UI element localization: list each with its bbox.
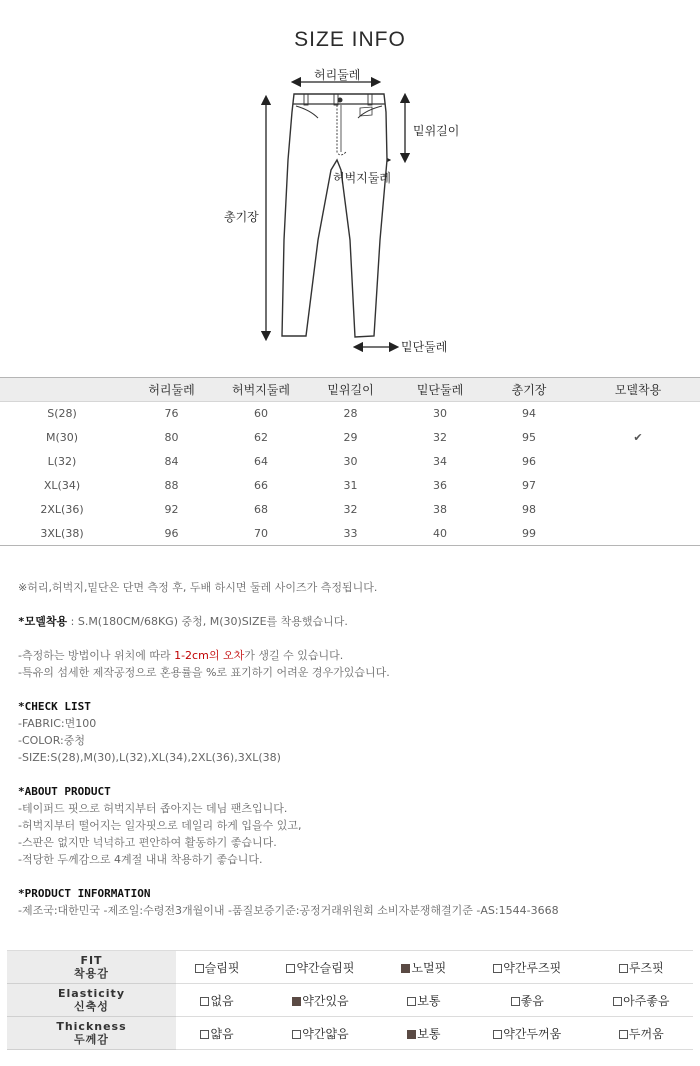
thickness-option [176,1017,258,1050]
error-note [18,647,688,664]
product-information-text: -제조국:대한민국 -제조일:수령전3개월이내 -품질보증기준:공정거래위원회 소비자분쟁해결기준 -AS:1544-3668 [18,904,559,917]
cell-model [576,522,700,546]
checkbox-icon [200,997,209,1006]
option-label: 아주좋음 [623,993,670,1008]
fabric-ratio-note: -특유의 섬세한 제작공정으로 혼용률을 %로 표기하기 어려운 경우가있습니다. [18,666,390,679]
table-row [0,522,700,546]
col-header-hem: 밑단둘레 [398,378,482,402]
cell-hem: 32 [433,431,447,444]
cell-size: L(32) [47,455,77,468]
option-label: 보통 [417,993,441,1008]
cell-waist: 84 [164,455,179,468]
size-table [0,377,700,546]
option-label: 약간얇음 [302,1026,349,1041]
fit-heading [7,951,176,984]
thickness-option [465,1017,590,1050]
fit-option [590,951,693,984]
fit-heading-en: FIT [80,954,103,967]
thickness-option [258,1017,383,1050]
cell-model [576,402,700,426]
elasticity-row [7,984,693,1017]
fit-option-selected [383,951,465,984]
option-label: 얇음 [210,1026,234,1041]
product-notes [18,579,688,919]
cell-hem: 34 [433,455,447,468]
checkbox-icon [292,1030,301,1039]
thickness-option [590,1017,693,1050]
product-property-table [7,950,693,1050]
cell-length: 95 [522,431,536,444]
fit-row [7,951,693,984]
table-row [0,474,700,498]
rise-label: 밑위길이 [413,124,460,138]
model-note [18,613,688,630]
thickness-heading-en: Thickness [56,1020,127,1033]
checkbox-icon [613,997,622,1006]
elasticity-option [176,984,258,1017]
cell-length: 96 [522,455,536,468]
cell-thigh: 70 [219,522,303,546]
fit-option [258,951,383,984]
thigh-label: 허벅지둘레 [333,171,391,185]
cell-rise: 28 [343,407,358,421]
model-text: : S.M(180CM/68KG) 중청, M(30)SIZE를 착용했습니다. [67,615,348,628]
cell-hem: 38 [433,503,447,516]
elasticity-option-selected [258,984,383,1017]
cell-waist: 80 [164,431,179,444]
about-product-item: -테이퍼드 핏으로 허벅지부터 좁아지는 데님 팬츠입니다. [18,802,288,815]
cell-rise: 32 [343,503,358,516]
cell-size: 2XL(36) [40,503,84,516]
option-label: 노멀핏 [411,960,447,975]
waist-label: 허리둘레 [314,68,361,82]
model-heading: *모델착용 [18,615,68,628]
checkbox-icon [286,964,295,973]
checkmark-icon: ✔ [633,431,643,444]
checkbox-icon [619,1030,628,1039]
checkbox-icon [619,964,628,973]
size-table-header [0,378,700,402]
cell-model [576,498,700,522]
about-product-heading: *ABOUT PRODUCT [18,785,111,798]
option-label: 약간루즈핏 [503,960,562,975]
cell-size: M(30) [45,431,79,444]
option-label: 약간슬림핏 [296,960,355,975]
thickness-row [7,1017,693,1050]
table-row [0,402,700,426]
cell-waist: 76 [164,407,179,421]
col-header-thigh: 허벅지둘레 [219,378,303,402]
elasticity-heading-ko: 신축성 [74,1000,109,1013]
cell-waist: 88 [164,479,179,492]
cell-thigh: 60 [254,407,268,421]
option-label: 약간있음 [302,993,349,1008]
cell-waist: 92 [164,503,179,516]
check-list-item: -COLOR:중청 [18,734,85,747]
page-title: SIZE INFO [294,28,406,51]
cell-hem: 36 [433,479,447,492]
thickness-option-selected [383,1017,465,1050]
option-label: 약간두꺼움 [503,1026,562,1041]
option-label: 보통 [417,1026,441,1041]
col-header-rise: 밑위길이 [303,378,398,402]
checkbox-icon [195,964,204,973]
fit-heading-ko: 착용감 [74,967,109,980]
cell-waist: 96 [124,522,219,546]
cell-size: XL(34) [43,479,81,492]
thickness-heading-ko: 두께감 [74,1033,109,1046]
check-list-heading: *CHECK LIST [18,700,91,713]
checkbox-icon [493,964,502,973]
cell-rise: 33 [303,522,398,546]
option-label: 두꺼움 [628,1026,664,1041]
option-label: 좋음 [520,993,544,1008]
col-header-length: 총기장 [482,378,576,402]
pants-diagram [0,60,700,360]
about-product-item: -스판은 없지만 넉넉하고 편안하여 활동하기 좋습니다. [18,836,277,849]
checkbox-icon [493,1030,502,1039]
product-information-heading: *PRODUCT INFORMATION [18,887,151,900]
checkbox-icon [511,997,520,1006]
fit-option [176,951,258,984]
checked-box-icon [407,1030,416,1039]
cell-rise: 29 [343,431,358,444]
measure-note: ※허리,허벅지,밑단은 단면 측정 후, 두배 하시면 둘레 사이즈가 측정됩니다. [18,581,378,594]
option-label: 루즈핏 [628,960,664,975]
col-header-model: 모델착용 [576,378,700,402]
check-list-item: -FABRIC:면100 [18,717,97,730]
length-label: 총기장 [224,210,259,224]
error-note-pre: -측정하는 방법이나 위치에 따라 [18,649,175,662]
option-label: 없음 [210,993,234,1008]
fit-option [465,951,590,984]
cell-length: 98 [522,503,536,516]
cell-length: 99 [482,522,576,546]
error-note-highlight: 1-2cm의 오차 [174,649,245,662]
cell-hem: 30 [433,407,447,421]
col-header-waist: 허리둘레 [124,378,219,402]
checkbox-icon [407,997,416,1006]
elasticity-option [590,984,693,1017]
check-list-item: -SIZE:S(28),M(30),L(32),XL(34),2XL(36),3XL(38) [18,751,281,764]
elasticity-option [465,984,590,1017]
table-row [0,498,700,522]
cell-size: S(28) [47,407,77,421]
cell-thigh: 62 [254,431,268,444]
elasticity-heading [7,984,176,1017]
cell-rise: 30 [343,455,358,468]
checked-box-icon [401,964,410,973]
option-label: 슬림핏 [204,960,240,975]
cell-length: 94 [522,407,536,421]
elasticity-heading-en: Elasticity [57,987,125,1000]
cell-thigh: 64 [254,455,268,468]
about-product-item: -허벅지부터 떨어지는 일자핏으로 데일리 하게 입을수 있고, [18,819,302,832]
cell-thigh: 66 [254,479,268,492]
cell-size: 3XL(38) [0,522,124,546]
error-note-post: 가 생길 수 있습니다. [244,649,344,662]
table-row [0,450,700,474]
cell-model [576,450,700,474]
hem-label: 밑단둘레 [401,340,448,354]
cell-length: 97 [522,479,536,492]
cell-thigh: 68 [254,503,268,516]
cell-rise: 31 [343,479,358,492]
table-row [0,426,700,450]
checkbox-icon [200,1030,209,1039]
cell-model [576,474,700,498]
thickness-heading [7,1017,176,1050]
elasticity-option [383,984,465,1017]
about-product-item: -적당한 두께감으로 4계절 내내 착용하기 좋습니다. [18,853,263,866]
checked-box-icon [292,997,301,1006]
cell-hem: 40 [398,522,482,546]
col-header-size [0,378,124,402]
pants-illustration [0,60,700,360]
